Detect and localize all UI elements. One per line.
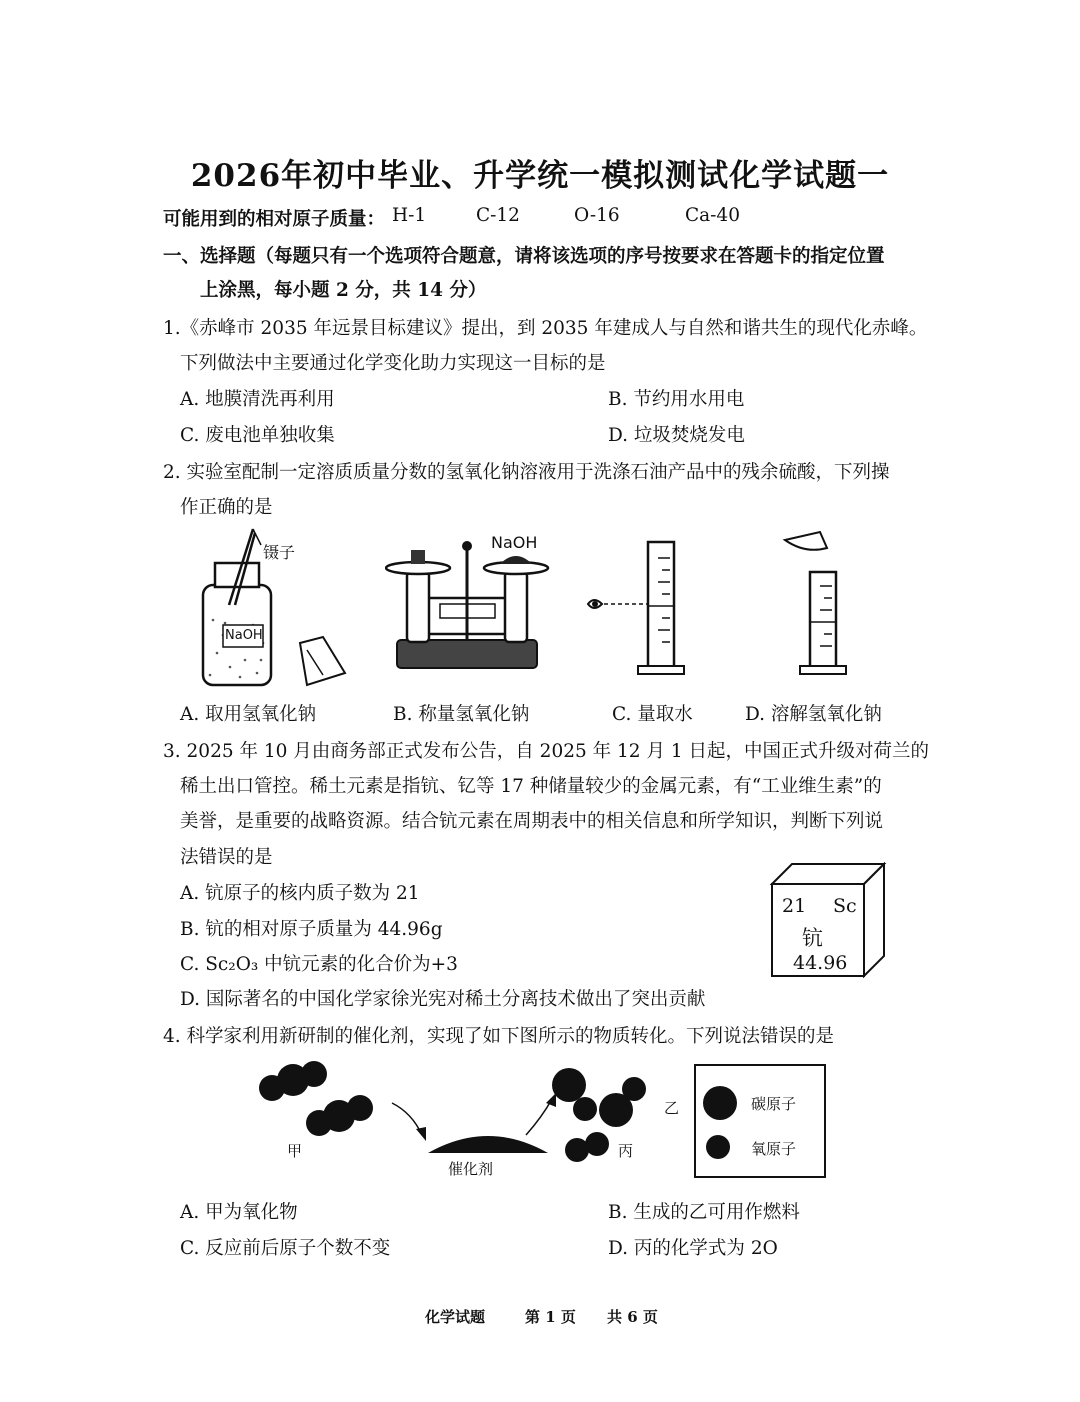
page-title: 2026年初中毕业、升学统一模拟测试化学试题一: [190, 158, 890, 194]
figure-reaction-diagram: [250, 1055, 830, 1180]
q1-option-b: B. 节约用水用电: [608, 389, 745, 410]
element-symbol: Sc: [833, 895, 857, 917]
label-yi: 乙: [664, 1099, 680, 1117]
q3-option-d: D. 国际著名的中国化学家徐光宪对稀土分离技术做出了突出贡献: [180, 989, 706, 1010]
figure-measure-water: [580, 540, 690, 680]
element-mass: 44.96: [793, 952, 848, 974]
atomic-mass-c: C-12: [476, 205, 520, 226]
element-atomic-number: 21: [782, 895, 807, 917]
q3-option-b: B. 钪的相对原子质量为 44.96g: [180, 919, 443, 940]
atomic-mass-o: O-16: [574, 205, 620, 226]
balance-naoh-label: NaOH: [491, 533, 538, 552]
atomic-mass-label: 可能用到的相对原子质量：: [163, 209, 386, 230]
q3-stem-cont-2: 美誉，是重要的战略资源。结合钪元素在周期表中的相关信息和所学知识，判断下列说: [180, 811, 884, 832]
footer-total: 共 6 页: [607, 1308, 658, 1326]
tweezers-label: 镊子: [263, 543, 296, 562]
section-heading-cont: 上涂黑，每小题 2 分，共 14 分）: [200, 280, 487, 301]
figure-dissolve: [775, 530, 865, 680]
label-bing: 丙: [618, 1142, 634, 1160]
q2-option-a: A. 取用氢氧化钠: [180, 704, 317, 725]
q2-option-c: C. 量取水: [612, 704, 693, 725]
q1-option-c: C. 废电池单独收集: [180, 425, 335, 446]
q4-option-a: A. 甲为氧化物: [180, 1202, 298, 1223]
q3-stem-cont-3: 法错误的是: [180, 847, 273, 868]
bottle-naoh-label: NaOH: [225, 628, 263, 643]
q3-option-a: A. 钪原子的核内质子数为 21: [180, 883, 420, 904]
q2-option-b: B. 称量氢氧化钠: [393, 704, 530, 725]
q2-stem-cont: 作正确的是: [180, 497, 273, 518]
q1-stem: 1.《赤峰市 2035 年远景目标建议》提出，到 2035 年建成人与自然和谐共生的现代化赤峰。: [163, 318, 928, 339]
q4-option-d: D. 丙的化学式为 2O: [608, 1238, 778, 1259]
q1-option-d: D. 垃圾焚烧发电: [608, 425, 745, 446]
figure-balance: [385, 540, 550, 680]
atomic-mass-ca: Ca-40: [685, 205, 740, 226]
q3-stem-cont-1: 稀土出口管控。稀土元素是指钪、钇等 17 种储量较少的金属元素，有“工业维生素”的: [180, 776, 882, 797]
q3-stem: 3. 2025 年 10 月由商务部正式发布公告，自 2025 年 12 月 1 日起，中国正式升级对荷兰的: [163, 741, 929, 762]
section-heading: 一、选择题（每题只有一个选项符合题意，请将该选项的序号按要求在答题卡的指定位置: [163, 246, 885, 267]
q1-option-a: A. 地膜清洗再利用: [180, 389, 335, 410]
q3-option-c: C. Sc₂O₃ 中钪元素的化合价为+3: [180, 954, 458, 975]
q2-option-d: D. 溶解氢氧化钠: [745, 704, 882, 725]
q4-option-b: B. 生成的乙可用作燃料: [608, 1202, 800, 1223]
q2-stem: 2. 实验室配制一定溶质质量分数的氢氧化钠溶液用于洗涤石油产品中的残余硫酸，下列操: [163, 462, 890, 483]
atomic-mass-h: H-1: [392, 205, 427, 226]
legend-oxygen: 氧原子: [751, 1140, 797, 1158]
q4-stem: 4. 科学家利用新研制的催化剂，实现了如下图所示的物质转化。下列说法错误的是: [163, 1026, 835, 1047]
q4-option-c: C. 反应前后原子个数不变: [180, 1238, 391, 1259]
legend-carbon: 碳原子: [751, 1095, 797, 1113]
footer-subject: 化学试题: [425, 1308, 486, 1326]
q1-stem-cont: 下列做法中主要通过化学变化助力实现这一目标的是: [180, 353, 606, 374]
element-name: 钪: [802, 926, 823, 950]
label-catalyst: 催化剂: [448, 1160, 494, 1178]
label-jia: 甲: [287, 1142, 303, 1160]
footer-page: 第 1 页: [525, 1308, 576, 1326]
